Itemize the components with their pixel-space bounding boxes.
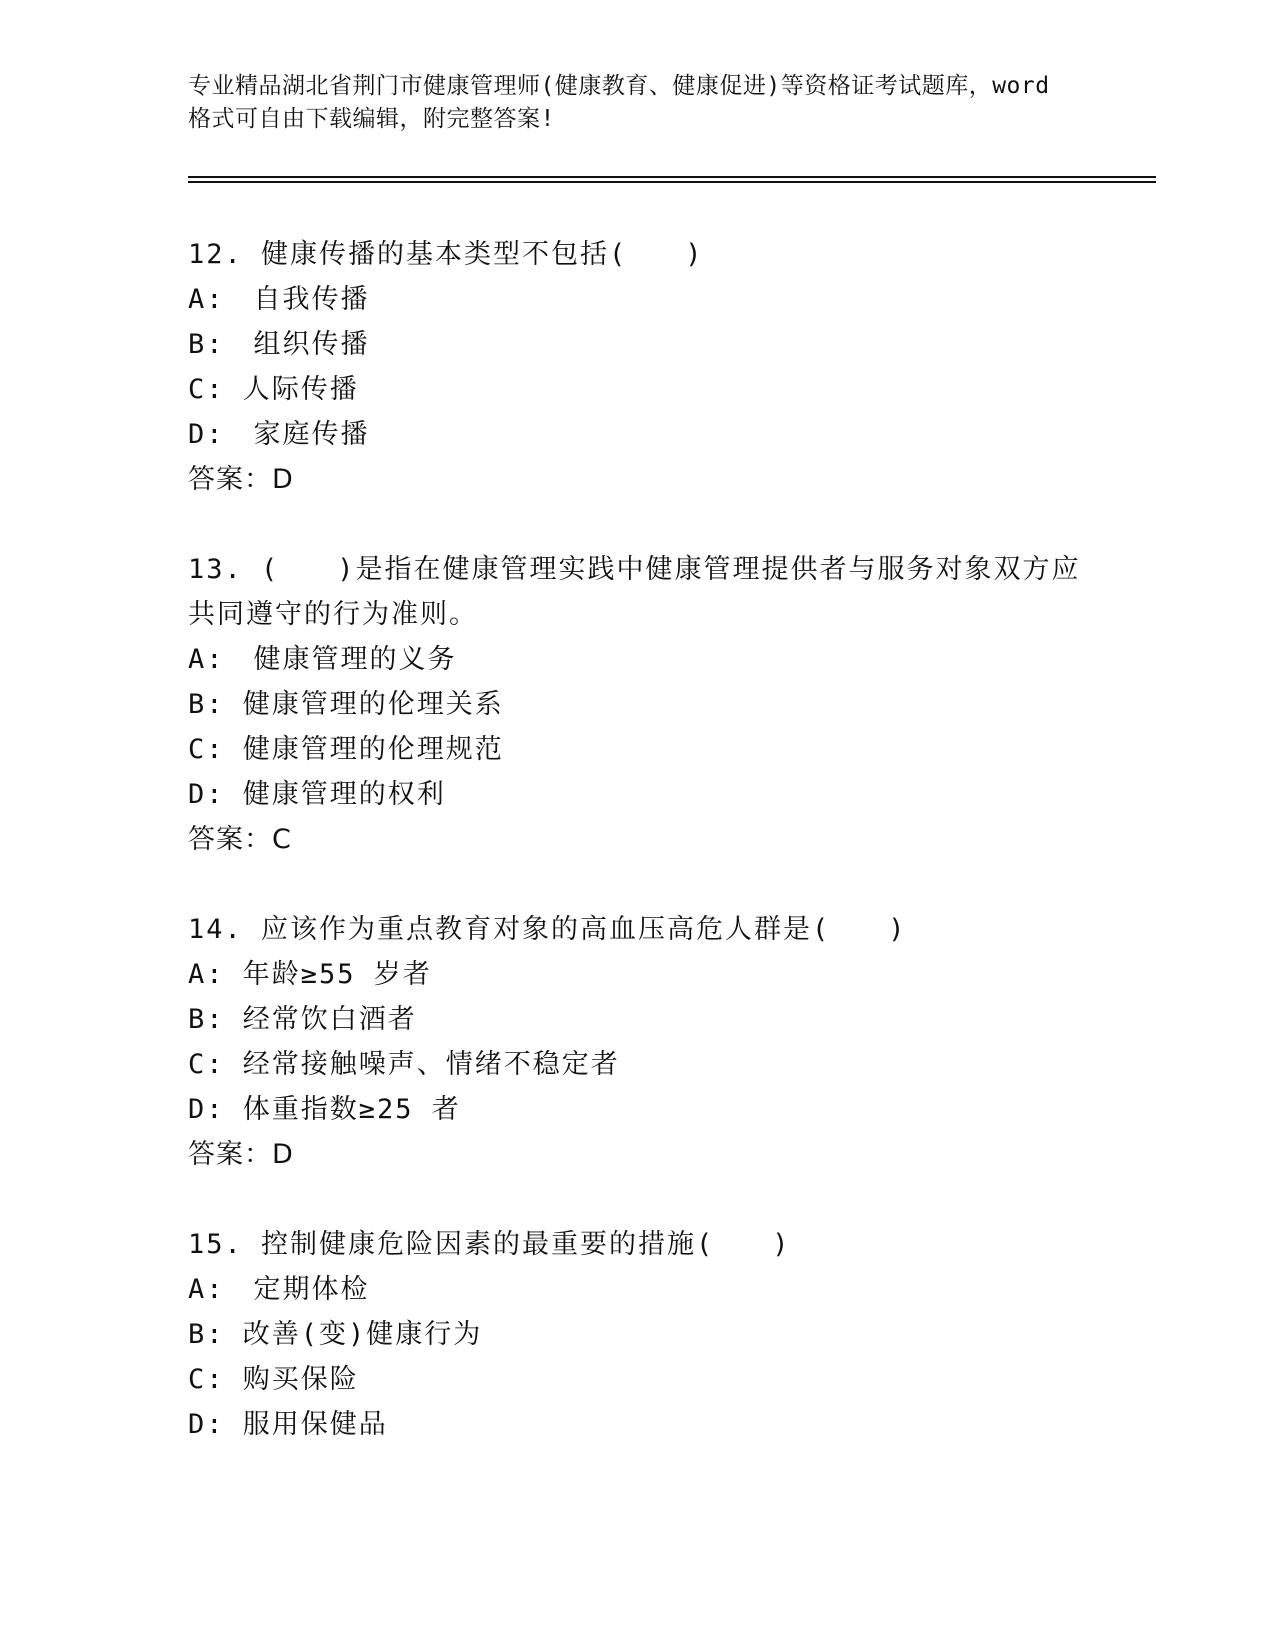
header-line-1: 专业精品湖北省荆门市健康管理师(健康教育、健康促进)等资格证考试题库，word <box>188 73 1050 99</box>
question-12-option-c: C: 人际传播 <box>188 374 359 405</box>
question-14-option-b: B: 经常饮白酒者 <box>188 1004 417 1035</box>
question-13-option-d: D: 健康管理的权利 <box>188 779 446 810</box>
question-13-option-a: A: 健康管理的义务 <box>188 644 457 675</box>
question-15-option-a: A: 定期体检 <box>188 1274 370 1305</box>
question-14-option-a: A: 年龄≥55 岁者 <box>188 959 432 990</box>
question-13-option-b: B: 健康管理的伦理关系 <box>188 689 504 720</box>
question-12-answer: 答案：D <box>188 464 294 495</box>
question-15-stem: 15. 控制健康危险因素的最重要的措施( ) <box>188 1229 791 1260</box>
question-14-answer: 答案：D <box>188 1139 294 1170</box>
header-line-2: 格式可自由下载编辑，附完整答案! <box>188 106 555 132</box>
question-13-stem-line-1: 13. ( )是指在健康管理实践中健康管理提供者与服务对象双方应 <box>188 554 1081 585</box>
question-14-stem: 14. 应该作为重点教育对象的高血压高危人群是( ) <box>188 914 907 945</box>
question-12-option-d: D: 家庭传播 <box>188 419 370 450</box>
question-13-option-c: C: 健康管理的伦理规范 <box>188 734 504 765</box>
question-14-option-d: D: 体重指数≥25 者 <box>188 1094 461 1125</box>
question-15-option-c: C: 购买保险 <box>188 1364 359 1395</box>
question-12-option-a: A: 自我传播 <box>188 284 370 315</box>
question-13-answer: 答案：C <box>188 824 292 855</box>
question-12-stem: 12. 健康传播的基本类型不包括( ) <box>188 239 704 270</box>
question-14-option-c: C: 经常接触噪声、情绪不稳定者 <box>188 1049 620 1080</box>
question-15-option-d: D: 服用保健品 <box>188 1409 388 1440</box>
question-15-option-b: B: 改善(变)健康行为 <box>188 1319 483 1350</box>
question-13-stem-line-2: 共同遵守的行为准则。 <box>188 599 478 630</box>
document-header <box>188 70 1088 136</box>
header-divider-bottom <box>188 181 1156 183</box>
header-divider-top <box>188 176 1156 178</box>
question-12-option-b: B: 组织传播 <box>188 329 370 360</box>
